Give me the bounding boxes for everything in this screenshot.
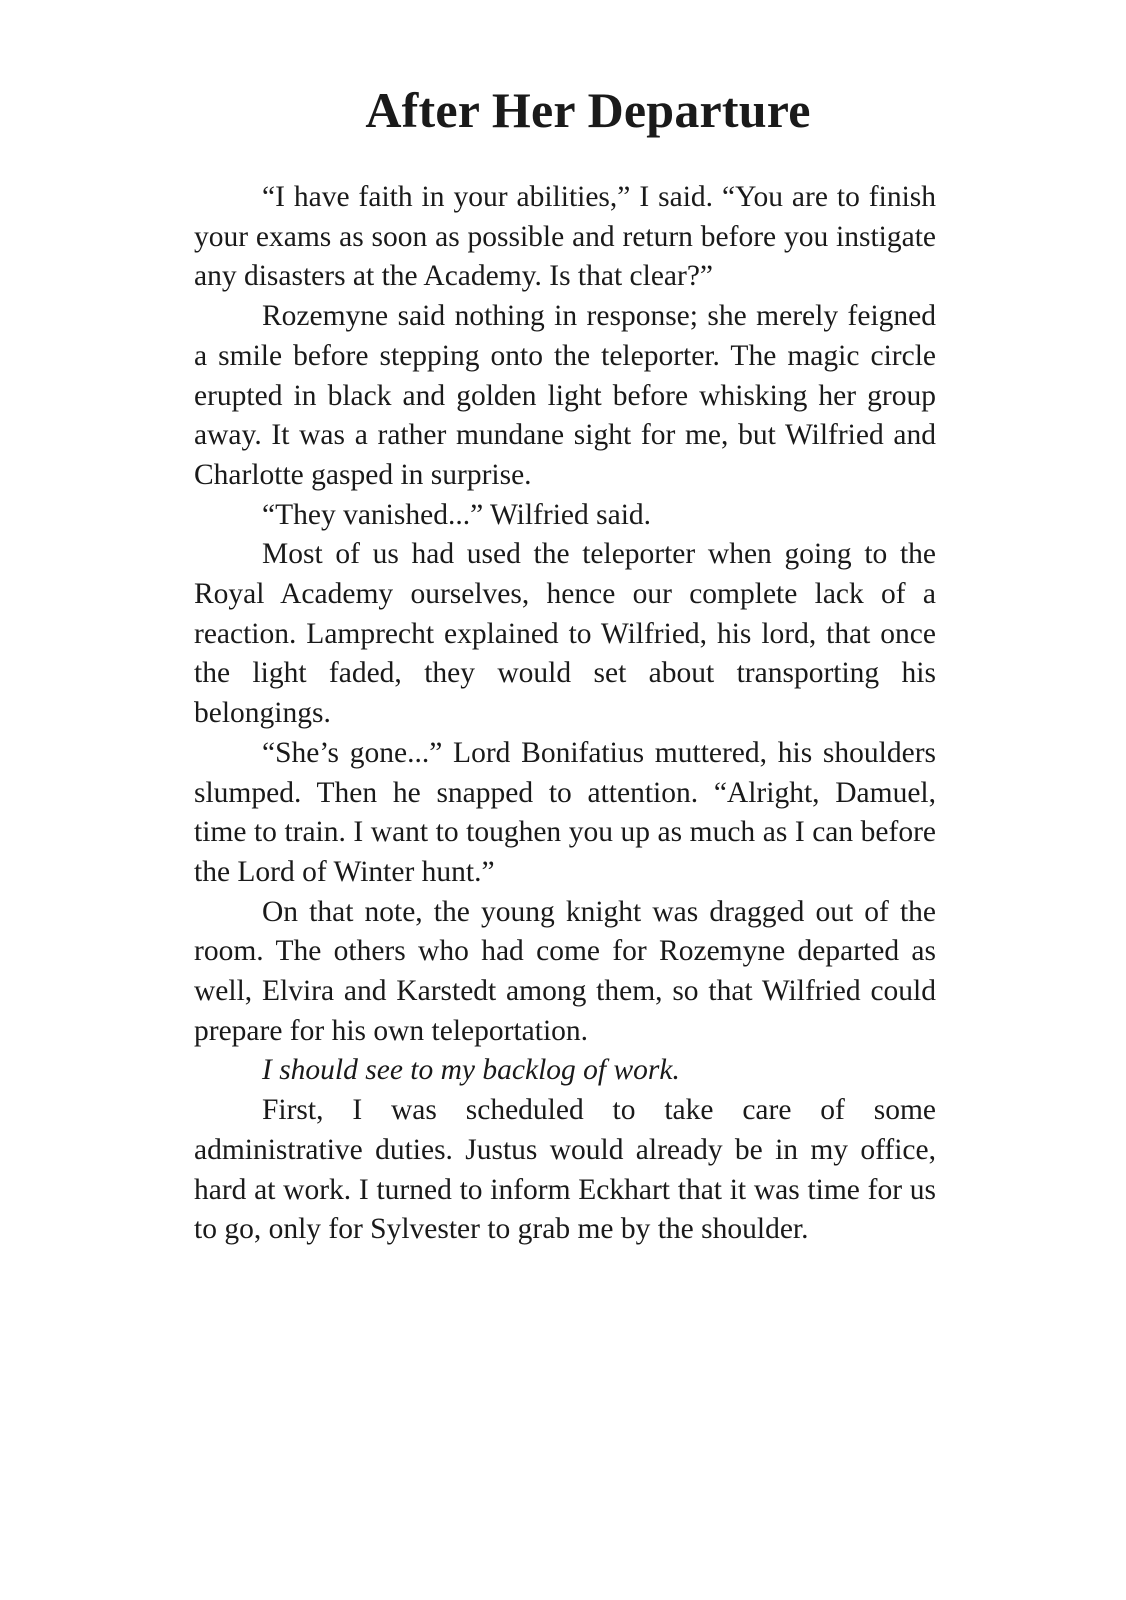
chapter-body	[194, 178, 936, 1250]
paragraph-6: On that note, the young knight was dragged out of the room. The others who had come for Rozemyne departed as well, Elvira and Karstedt among them, so that Wilfried could prepare for his own teleportation.	[194, 895, 936, 1047]
paragraph-7-inner-thought: I should see to my backlog of work.	[262, 1054, 680, 1087]
paragraph-4: Most of us had used the teleporter when going to the Royal Academy ourselves, hence our complete lack of a reaction. Lamprecht explained to Wilfried, his lord, that once the light faded, they would set about transporting his belongings.	[194, 538, 936, 730]
paragraph-1: “I have faith in your abilities,” I said. “You are to finish your exams as soon as possible and return before you instigate any disasters at the Academy. Is that clear?”	[194, 181, 936, 293]
chapter-title: After Her Departure	[365, 82, 811, 138]
paragraph-2: Rozemyne said nothing in response; she merely feigned a smile before stepping onto the teleporter. The magic circle erupted in black and golden light before whisking her group away. It was a rather mundane sight for me, but Wilfried and Charlotte gasped in surprise.	[194, 300, 936, 491]
paragraph-5: “She’s gone...” Lord Bonifatius muttered, his shoulders slumped. Then he snapped to attention. “Alright, Damuel, time to train. I want to toughen you up as much as I can before the Lord of Winter hunt.”	[194, 736, 936, 888]
paragraph-8: First, I was scheduled to take care of some administrative duties. Justus would already be in my office, hard at work. I turned to inform Eckhart that it was time for us to go, only for Sylvester to grab me by the shoulder.	[194, 1094, 936, 1246]
paragraph-3: “They vanished...” Wilfried said.	[262, 498, 652, 531]
